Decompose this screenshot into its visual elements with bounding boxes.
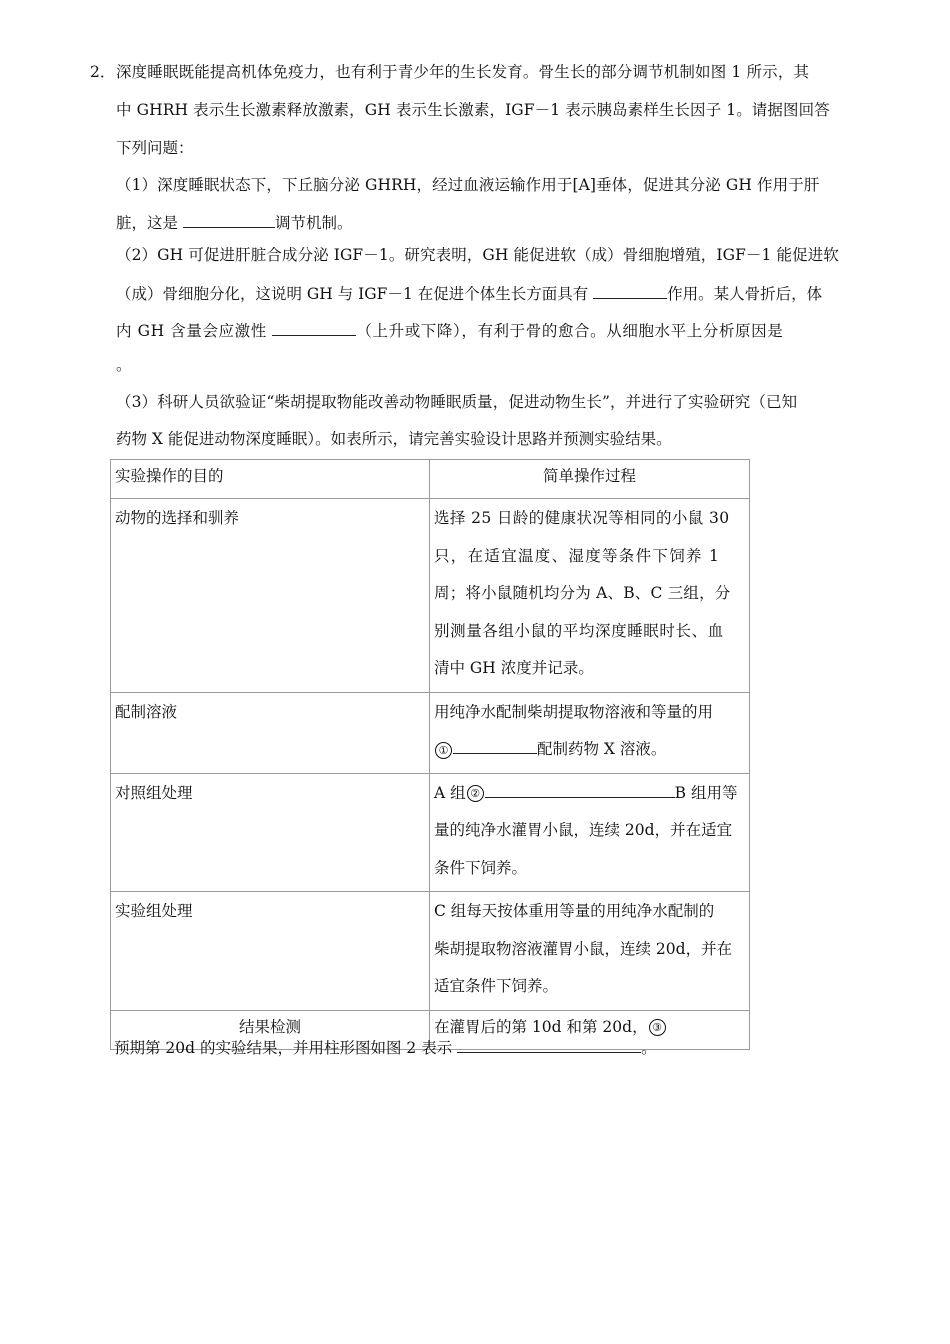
answer-blank-circle-1[interactable]	[453, 738, 537, 754]
process-line: 用纯净水配制柴胡提取物溶液和等量的用	[434, 702, 714, 721]
row-purpose: 对照组处理	[111, 773, 430, 892]
part2-text3-after: （上升或下降），有利于骨的愈合。从细胞水平上分析原因是	[356, 322, 784, 340]
part3-line-2: 药物 X 能促进动物深度睡眠）。如表所示，请完善实验设计思路并预测实验结果。	[116, 430, 672, 448]
process-line: 选择 25 日龄的健康状况等相同的小鼠 30	[434, 509, 730, 527]
row-process	[430, 692, 750, 773]
header-purpose: 实验操作的目的	[111, 460, 430, 499]
row-process	[430, 773, 750, 892]
part2-text3-before: 内 GH 含量会应激性	[116, 322, 273, 340]
intro-line-2: 中 GHRH 表示生长激素释放激素，GH 表示生长激素，IGF－1 表示胰岛素样生长因子 1。请据图回答	[116, 101, 830, 119]
table-row	[111, 692, 750, 773]
part2-line-3	[116, 320, 783, 341]
answer-blank-prediction[interactable]	[457, 1037, 641, 1053]
answer-blank-1[interactable]	[183, 212, 275, 228]
process-line	[434, 775, 745, 813]
process-text: B 组用等	[674, 783, 738, 802]
header-process: 简单操作过程	[430, 460, 750, 499]
answer-blank-2[interactable]	[593, 283, 667, 299]
process-text: 配制药物 X 溶液。	[537, 740, 667, 758]
part2-line-2	[116, 283, 822, 304]
intro-line-1: 深度睡眠既能提高机体免疫力，也有利于青少年的生长发育。骨生长的部分调节机制如图 1 所示，其	[116, 63, 810, 81]
table-row	[111, 773, 750, 892]
part2-line-1: （2）GH 可促进肝脏合成分泌 IGF－1。研究表明，GH 能促进软（成）骨细胞增殖，IGF－1 能促进软	[116, 246, 839, 264]
part3-line-1: （3）科研人员欲验证“柴胡提取物能改善动物睡眠质量，促进动物生长”，并进行了实验研究（已知	[116, 393, 798, 411]
process-line: 只，在适宜温度、湿度等条件下饲养 1	[434, 546, 721, 565]
circle-number-2: ②	[467, 785, 484, 802]
answer-blank-3[interactable]	[272, 320, 356, 336]
part1-text-before: 脏，这是	[116, 214, 183, 232]
intro-line-3: 下列问题：	[116, 139, 194, 157]
part1-line-1: （1）深度睡眠状态下，下丘脑分泌 GHRH，经过血液运输作用于[A]垂体，促进其分泌 GH 作用于肝	[116, 176, 820, 194]
answer-blank-circle-2[interactable]	[485, 782, 675, 798]
circle-number-3: ③	[649, 1019, 666, 1036]
experiment-table	[110, 459, 750, 1050]
row-purpose: 结果检测	[111, 1010, 430, 1049]
row-process	[430, 892, 750, 1011]
prediction-text-after: 。	[641, 1039, 657, 1057]
table-row	[111, 499, 750, 693]
process-prefix: A 组	[434, 783, 466, 802]
process-line: 周；将小鼠随机均分为 A、B、C 三组，分	[434, 584, 731, 602]
process-line: C 组每天按体重用等量的用纯净水配制的	[434, 902, 715, 920]
row-purpose: 实验组处理	[111, 892, 430, 1011]
process-line	[434, 731, 745, 769]
process-line: 条件下饲养。	[434, 858, 528, 877]
part1-line-2	[116, 212, 352, 233]
row-process	[430, 499, 750, 693]
part2-text-before: （成）骨细胞分化，这说明 GH 与 IGF－1 在促进个体生长方面具有	[116, 285, 594, 303]
question-number: 2．	[90, 63, 116, 81]
table-row	[111, 892, 750, 1011]
part2-line-4: 。	[116, 356, 132, 374]
circle-number-1: ①	[435, 742, 452, 759]
process-line: 量的纯净水灌胃小鼠，连续 20d，并在适宜	[434, 821, 733, 839]
process-line: 柴胡提取物溶液灌胃小鼠，连续 20d，并在	[434, 939, 733, 958]
prediction-line	[114, 1037, 657, 1058]
row-purpose: 配制溶液	[111, 692, 430, 773]
prediction-text-before: 预期第 20d 的实验结果，并用柱形图如图 2 表示	[114, 1039, 458, 1057]
process-line: 适宜条件下饲养。	[434, 977, 559, 995]
table-header-row	[111, 460, 750, 499]
process-text: 在灌胃后的第 10d 和第 20d，	[434, 1017, 648, 1036]
process-line: 别测量各组小鼠的平均深度睡眠时长、血	[434, 621, 724, 640]
process-line: 清中 GH 浓度并记录。	[434, 659, 594, 677]
part2-text-after: 作用。某人骨折后，体	[667, 285, 823, 303]
row-purpose: 动物的选择和驯养	[111, 499, 430, 693]
part1-text-after: 调节机制。	[274, 214, 353, 232]
